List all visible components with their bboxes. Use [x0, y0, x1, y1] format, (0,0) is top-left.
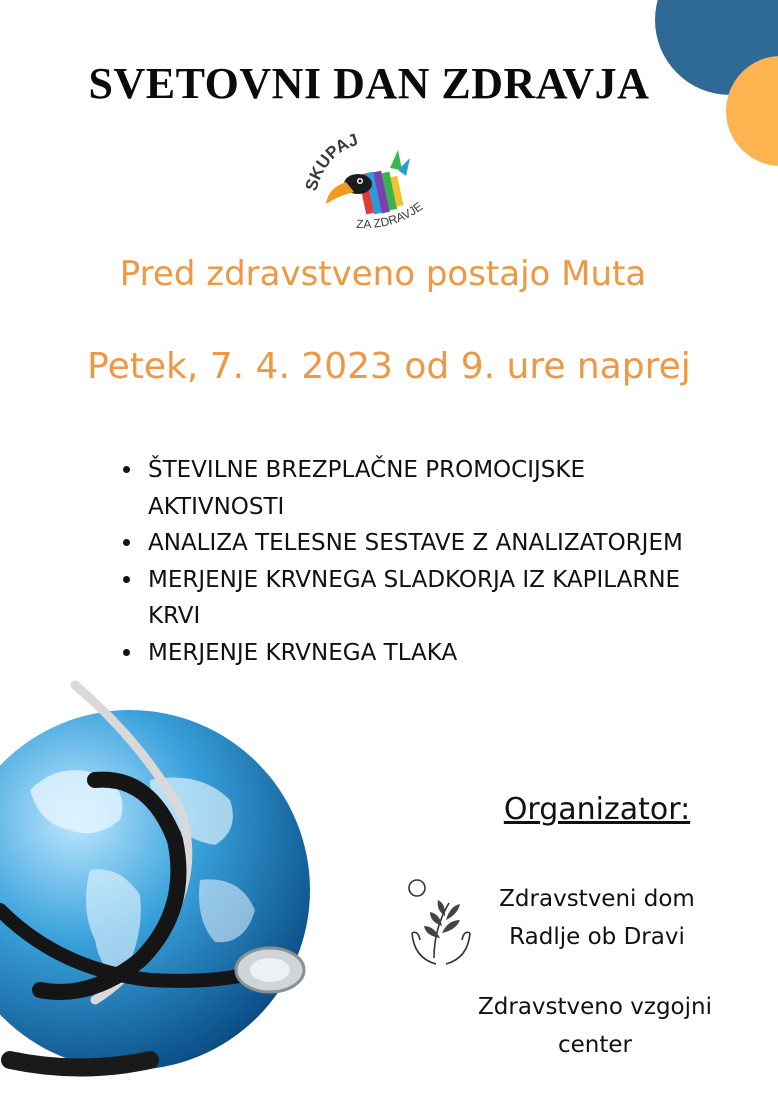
organizer-dept-line1: Zdravstveno vzgojni	[478, 994, 712, 1020]
toucan-logo-icon	[298, 124, 440, 254]
list-item: MERJENJE KRVNEGA SLADKORJA IZ KAPILARNE KRVI	[120, 562, 720, 635]
organizer-name	[470, 880, 724, 956]
list-item: ŠTEVILNE BREZPLAČNE PROMOCIJSKE AKTIVNOSTI	[120, 452, 720, 525]
organizer-department	[450, 988, 740, 1064]
organizer-name-line2: Radlje ob Dravi	[509, 924, 685, 950]
event-date: Petek, 7. 4. 2023 od 9. ure naprej	[87, 346, 691, 387]
logo-bottom-text: ZA ZDRAVJE	[356, 199, 426, 232]
event-venue: Pred zdravstveno postajo Muta	[119, 254, 647, 294]
globe-stethoscope-icon	[0, 680, 320, 1100]
list-item: MERJENJE KRVNEGA TLAKA	[120, 635, 720, 672]
list-item: ANALIZA TELESNE SESTAVE Z ANALIZATORJEM	[120, 525, 720, 562]
logo-top-text: SKUPAJ	[301, 130, 361, 194]
organizer-name-line1: Zdravstveni dom	[499, 886, 695, 912]
poster-title: SVETOVNI DAN ZDRAVJA	[88, 59, 650, 108]
hands-plant-icon	[404, 878, 478, 968]
organizer-heading: Organizator:	[503, 792, 691, 827]
organizer-dept-line2: center	[558, 1032, 632, 1058]
activities-list	[120, 452, 720, 671]
